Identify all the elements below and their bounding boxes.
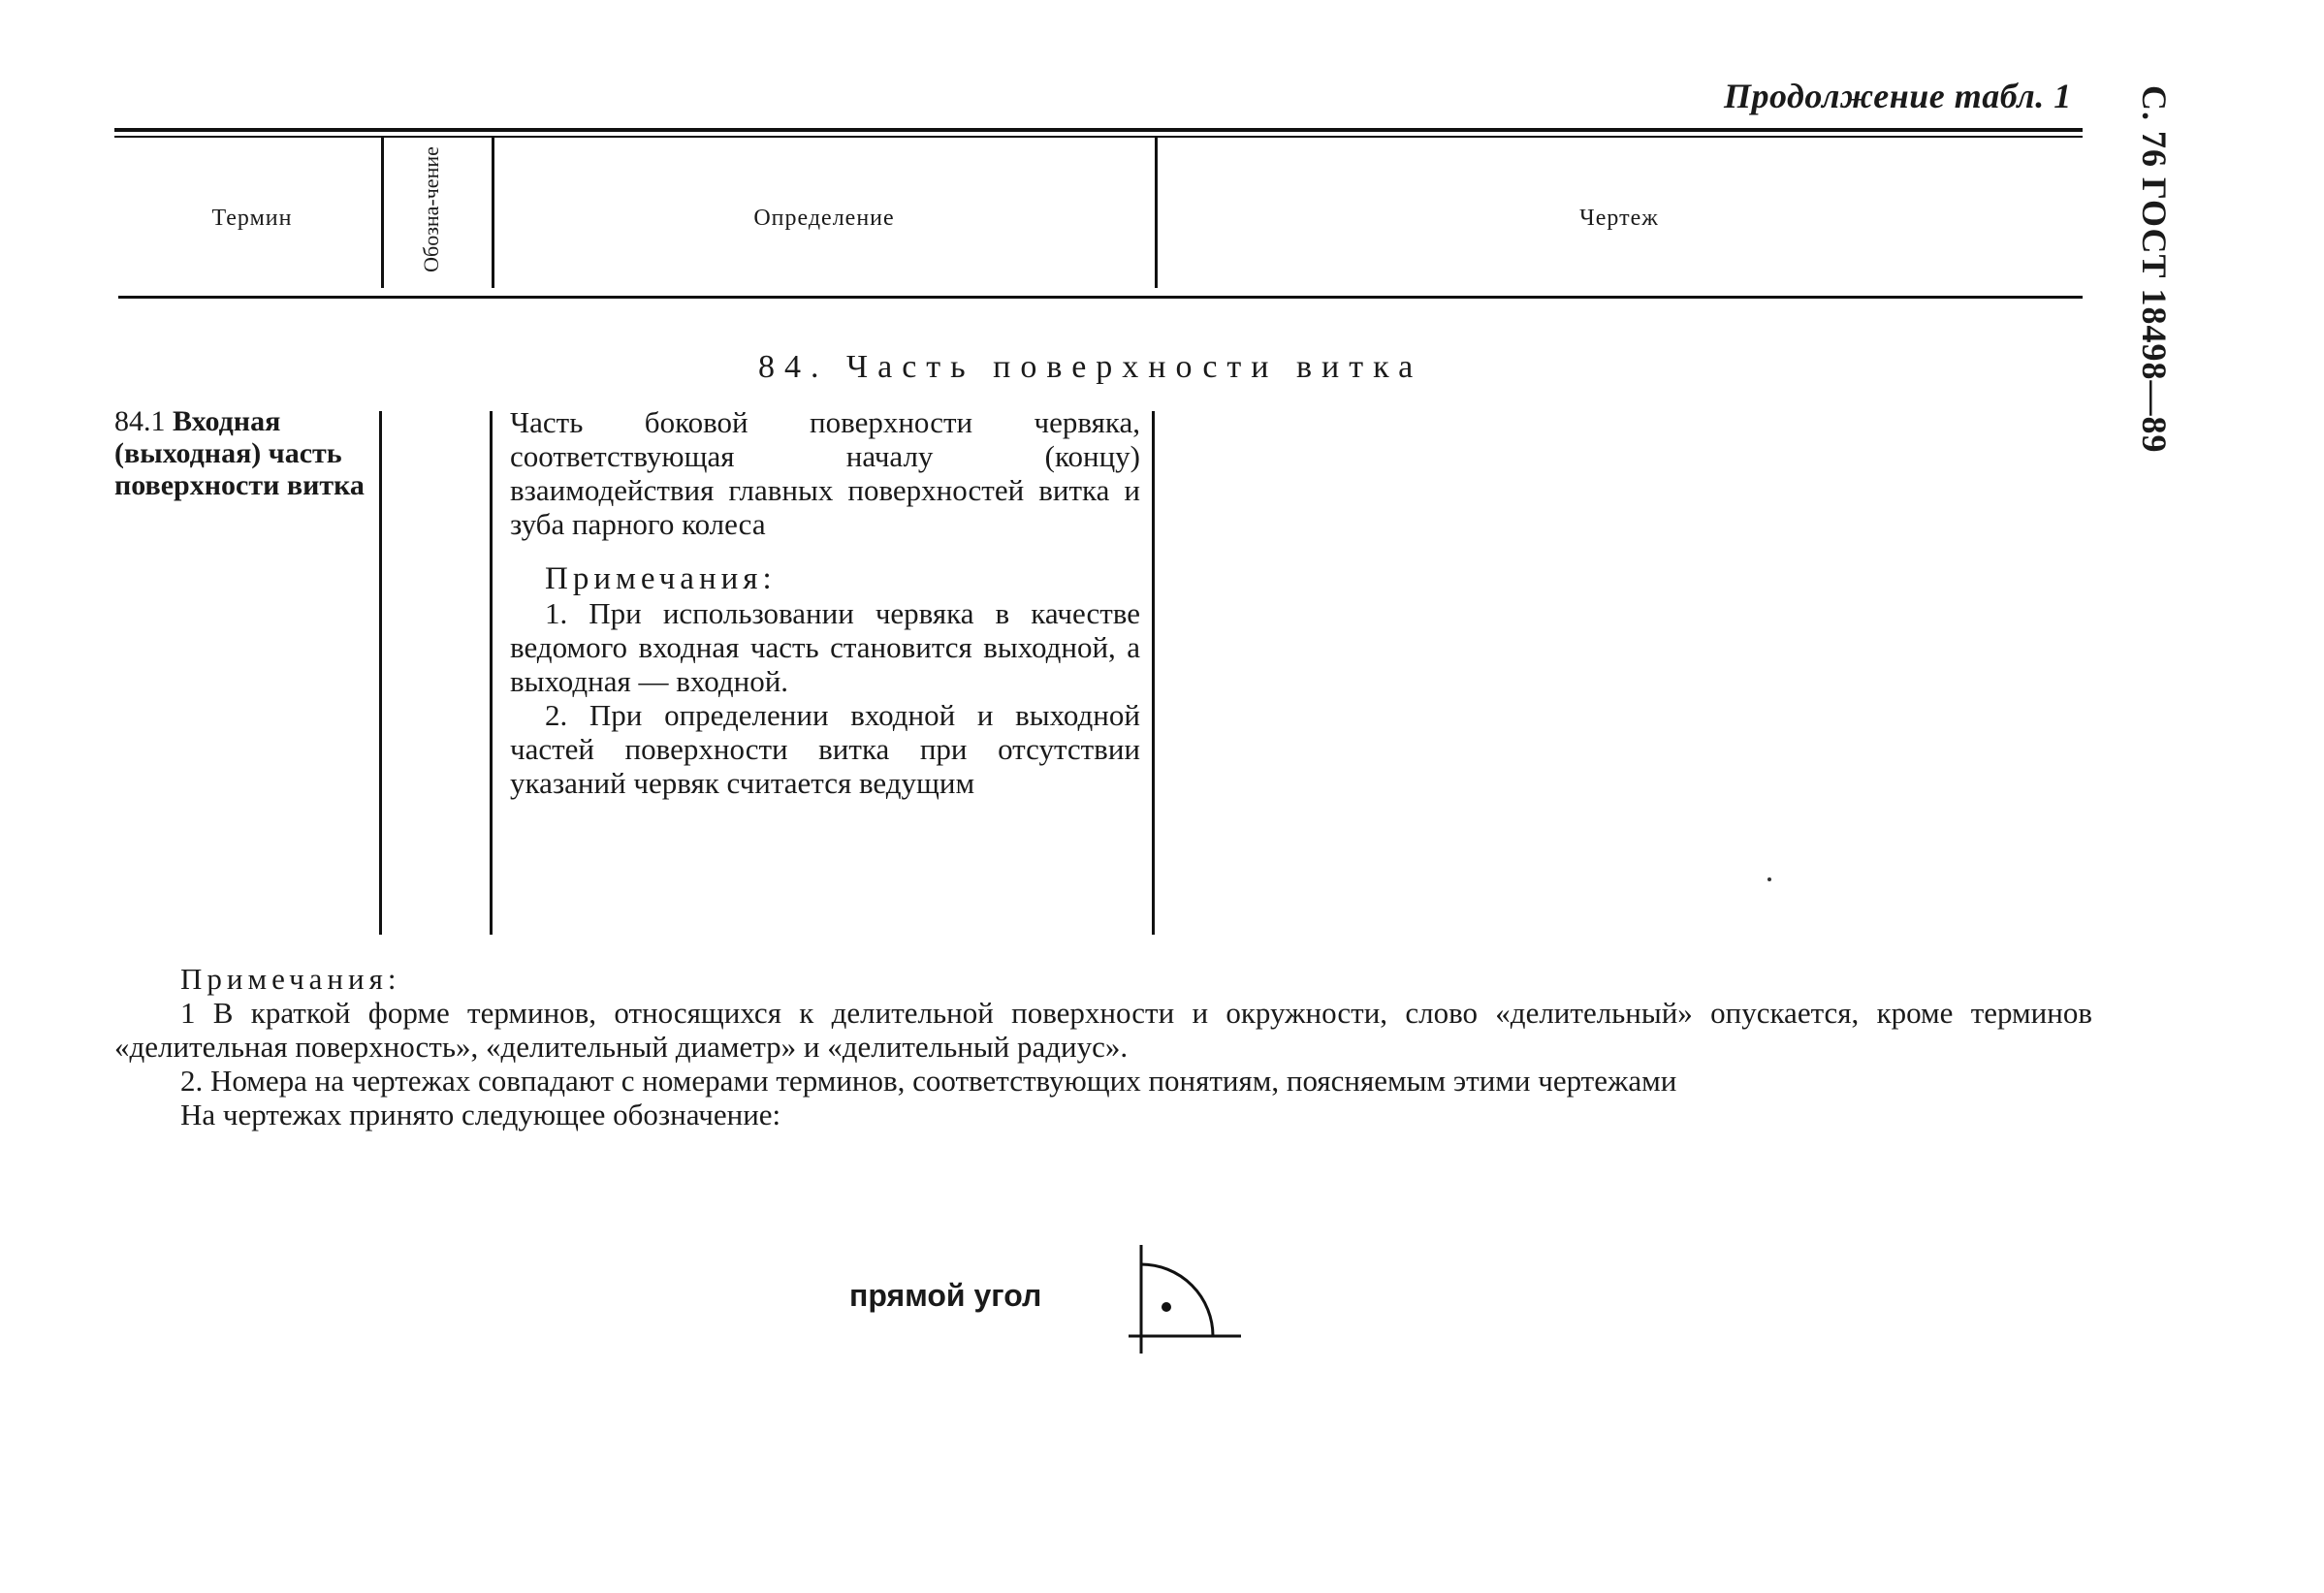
term-number: 84.1 [114, 405, 166, 437]
continuation-label: Продолжение табл. 1 [1724, 77, 2072, 115]
definition-text: Часть боковой поверхности червяка, соответствующая началу (концу) взаимодействия главных поверхностей витка и зуба парного колеса [510, 405, 1140, 541]
definition-cell [510, 405, 1140, 800]
definition-note-2: 2. При определении входной и выходной частей поверхности витка при отсутствии указаний червяк считается ведущим [510, 698, 1140, 800]
footnotes [114, 962, 2092, 1131]
term-cell [114, 405, 366, 501]
column-header-drawing: Чертеж [1579, 206, 1659, 231]
column-header-symbol [398, 143, 475, 279]
table-header-bottom-rule [118, 296, 2083, 299]
definition-note-1: 1. При использовании червяка в качестве ведомого входная часть становится выходной, а выходная — входной. [510, 596, 1140, 698]
column-divider-1 [381, 138, 384, 288]
row-divider-2 [490, 411, 493, 935]
row-divider-1 [379, 411, 382, 935]
table-top-rule-thin [114, 136, 2083, 138]
page-reference-text: С. 76 ГОСТ 18498—89 [2135, 85, 2174, 454]
right-angle-symbol-icon [1115, 1241, 1251, 1357]
right-angle-label: прямой угол [849, 1278, 1042, 1313]
page-reference [2118, 85, 2177, 493]
footnotes-heading: Примечания: [180, 962, 401, 996]
footnote-1: 1 В краткой форме терминов, относящихся к делительной поверхности и окружности, слово «делительный» опускается, кроме терминов «делительная поверхность», «делительный диаметр» и «делительный радиус». [114, 996, 2092, 1064]
column-divider-2 [492, 138, 494, 288]
definition-notes-heading: Примечания: [545, 561, 777, 596]
footnote-2: 2. Номера на чертежах совпадают с номерами терминов, соответствующих понятиям, поясняемым этими чертежами [180, 1064, 1677, 1098]
row-divider-3 [1152, 411, 1155, 935]
legend-intro: На чертежах принято следующее обозначение: [180, 1098, 781, 1131]
column-divider-3 [1155, 138, 1158, 288]
section-title: 84. Часть поверхности витка [758, 349, 1423, 385]
scan-speck [1767, 877, 1771, 881]
column-header-definition: Определение [753, 206, 895, 231]
column-header-term: Термин [211, 206, 293, 231]
table-top-rule [114, 128, 2083, 132]
term-text: Входная (выходная) часть поверхности витка [114, 405, 365, 501]
column-header-symbol-text: Обозна-чение [419, 146, 443, 272]
